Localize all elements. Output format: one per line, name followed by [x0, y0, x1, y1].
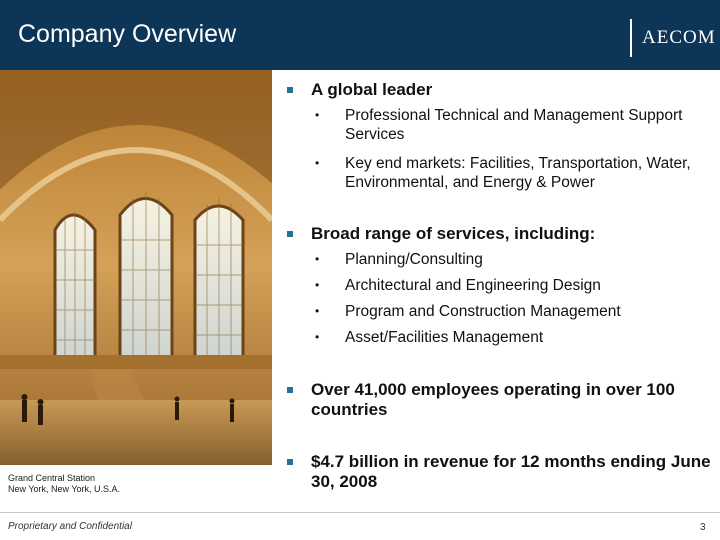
section-heading-text: A global leader — [311, 80, 433, 99]
list-item-text: Key end markets: Facilities, Transportation, Water, Environmental, and Energy & Power — [345, 155, 691, 191]
list-item-text: Professional Technical and Management Support Services — [345, 107, 683, 143]
bullet-list — [285, 250, 715, 347]
section-heading-text: Broad range of services, including: — [311, 224, 596, 243]
photo-caption — [8, 473, 268, 495]
list-item — [315, 250, 715, 269]
list-item-text: Program and Construction Management — [345, 303, 621, 320]
bullet-dot-icon: • — [315, 304, 320, 318]
section-heading — [285, 80, 715, 100]
section-heading-text: $4.7 billion in revenue for 12 months ending June 30, 2008 — [311, 452, 711, 491]
section-heading — [285, 380, 715, 420]
list-item — [315, 154, 715, 192]
square-bullet-icon — [287, 459, 293, 465]
list-item — [315, 106, 715, 144]
bullet-dot-icon: • — [315, 156, 320, 170]
square-bullet-icon — [287, 231, 293, 237]
bullet-dot-icon: • — [315, 108, 320, 122]
section-global-leader — [285, 80, 715, 192]
section-employees — [285, 380, 715, 420]
caption-title: Grand Central Station — [8, 473, 96, 483]
section-services — [285, 224, 715, 347]
section-heading — [285, 452, 715, 492]
list-item — [315, 328, 715, 347]
header-bar — [0, 0, 720, 70]
list-item-text: Asset/Facilities Management — [345, 329, 544, 346]
page-title: Company Overview — [18, 20, 237, 48]
section-heading — [285, 224, 715, 244]
footer-divider — [0, 512, 720, 513]
logo-divider — [630, 19, 632, 57]
arched-windows — [55, 192, 243, 360]
list-item-text: Planning/Consulting — [345, 251, 483, 268]
square-bullet-icon — [287, 87, 293, 93]
bullet-dot-icon: • — [315, 252, 320, 266]
square-bullet-icon — [287, 387, 293, 393]
logo-text: AECOM — [642, 27, 716, 48]
aecom-logo — [630, 18, 716, 58]
list-item — [315, 276, 715, 295]
list-item-text: Architectural and Engineering Design — [345, 277, 601, 294]
bullet-list — [285, 106, 715, 192]
section-revenue — [285, 452, 715, 492]
list-item — [315, 302, 715, 321]
bullet-dot-icon: • — [315, 278, 320, 292]
grand-central-illustration — [0, 70, 272, 503]
footer-confidential: Proprietary and Confidential — [8, 521, 132, 532]
grand-central-photo — [0, 70, 272, 503]
bullet-dot-icon: • — [315, 330, 320, 344]
caption-location: New York, New York, U.S.A. — [8, 484, 121, 494]
section-heading-text: Over 41,000 employees operating in over 100 countries — [311, 380, 675, 419]
page-number: 3 — [700, 522, 706, 533]
